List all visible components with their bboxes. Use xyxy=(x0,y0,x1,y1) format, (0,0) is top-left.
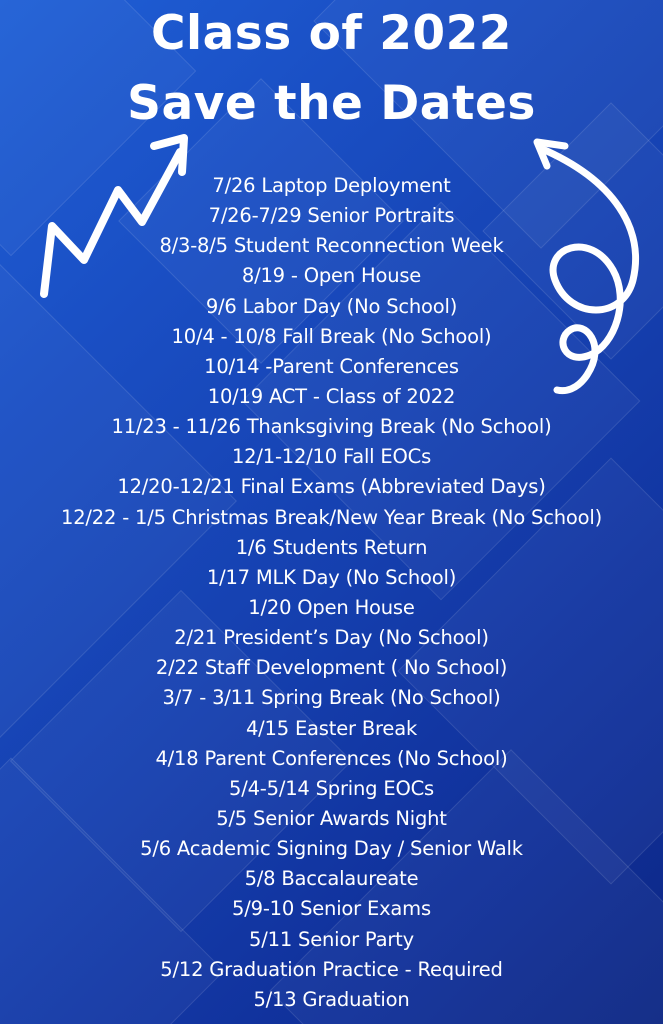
event-item: 5/6 Academic Signing Day / Senior Walk xyxy=(140,837,523,861)
event-item: 7/26-7/29 Senior Portraits xyxy=(208,204,455,228)
event-item: 4/15 Easter Break xyxy=(245,716,418,740)
event-list xyxy=(0,171,663,1015)
event-item: 5/12 Graduation Practice - Required xyxy=(160,957,503,981)
event-item: 5/8 Baccalaureate xyxy=(244,867,419,891)
event-item: 1/20 Open House xyxy=(248,595,415,619)
event-item: 5/9-10 Senior Exams xyxy=(232,897,431,921)
event-item: 12/1-12/10 Fall EOCs xyxy=(231,445,432,469)
event-item: 10/14 -Parent Conferences xyxy=(204,354,459,378)
event-item: 2/21 President’s Day (No School) xyxy=(174,626,489,650)
event-item: 1/17 MLK Day (No School) xyxy=(206,565,457,589)
event-item: 7/26 Laptop Deployment xyxy=(212,174,451,197)
event-item: 11/23 - 11/26 Thanksgiving Break (No School) xyxy=(111,415,552,439)
event-item: 5/13 Graduation xyxy=(253,987,410,1011)
page-title: Class of 2022 xyxy=(150,6,513,61)
event-item: 12/22 - 1/5 Christmas Break/New Year Break (No School) xyxy=(61,505,602,529)
event-item: 5/5 Senior Awards Night xyxy=(216,806,447,830)
event-item: 1/6 Students Return xyxy=(235,535,428,559)
event-item: 5/11 Senior Party xyxy=(249,927,414,951)
event-item: 10/19 ACT - Class of 2022 xyxy=(207,384,456,408)
page-subtitle: Save the Dates xyxy=(127,76,536,131)
event-item: 12/20-12/21 Final Exams (Abbreviated Days) xyxy=(117,475,546,499)
event-item: 10/4 - 10/8 Fall Break (No School) xyxy=(171,324,492,348)
event-item: 9/6 Labor Day (No School) xyxy=(205,294,458,318)
event-item: 2/22 Staff Development ( No School) xyxy=(155,656,508,680)
event-item: 8/3-8/5 Student Reconnection Week xyxy=(159,234,504,258)
event-item: 4/18 Parent Conferences (No School) xyxy=(155,746,508,770)
event-item: 5/4-5/14 Spring EOCs xyxy=(229,776,434,800)
event-item: 3/7 - 3/11 Spring Break (No School) xyxy=(162,686,501,710)
event-item: 8/19 - Open House xyxy=(241,264,422,288)
